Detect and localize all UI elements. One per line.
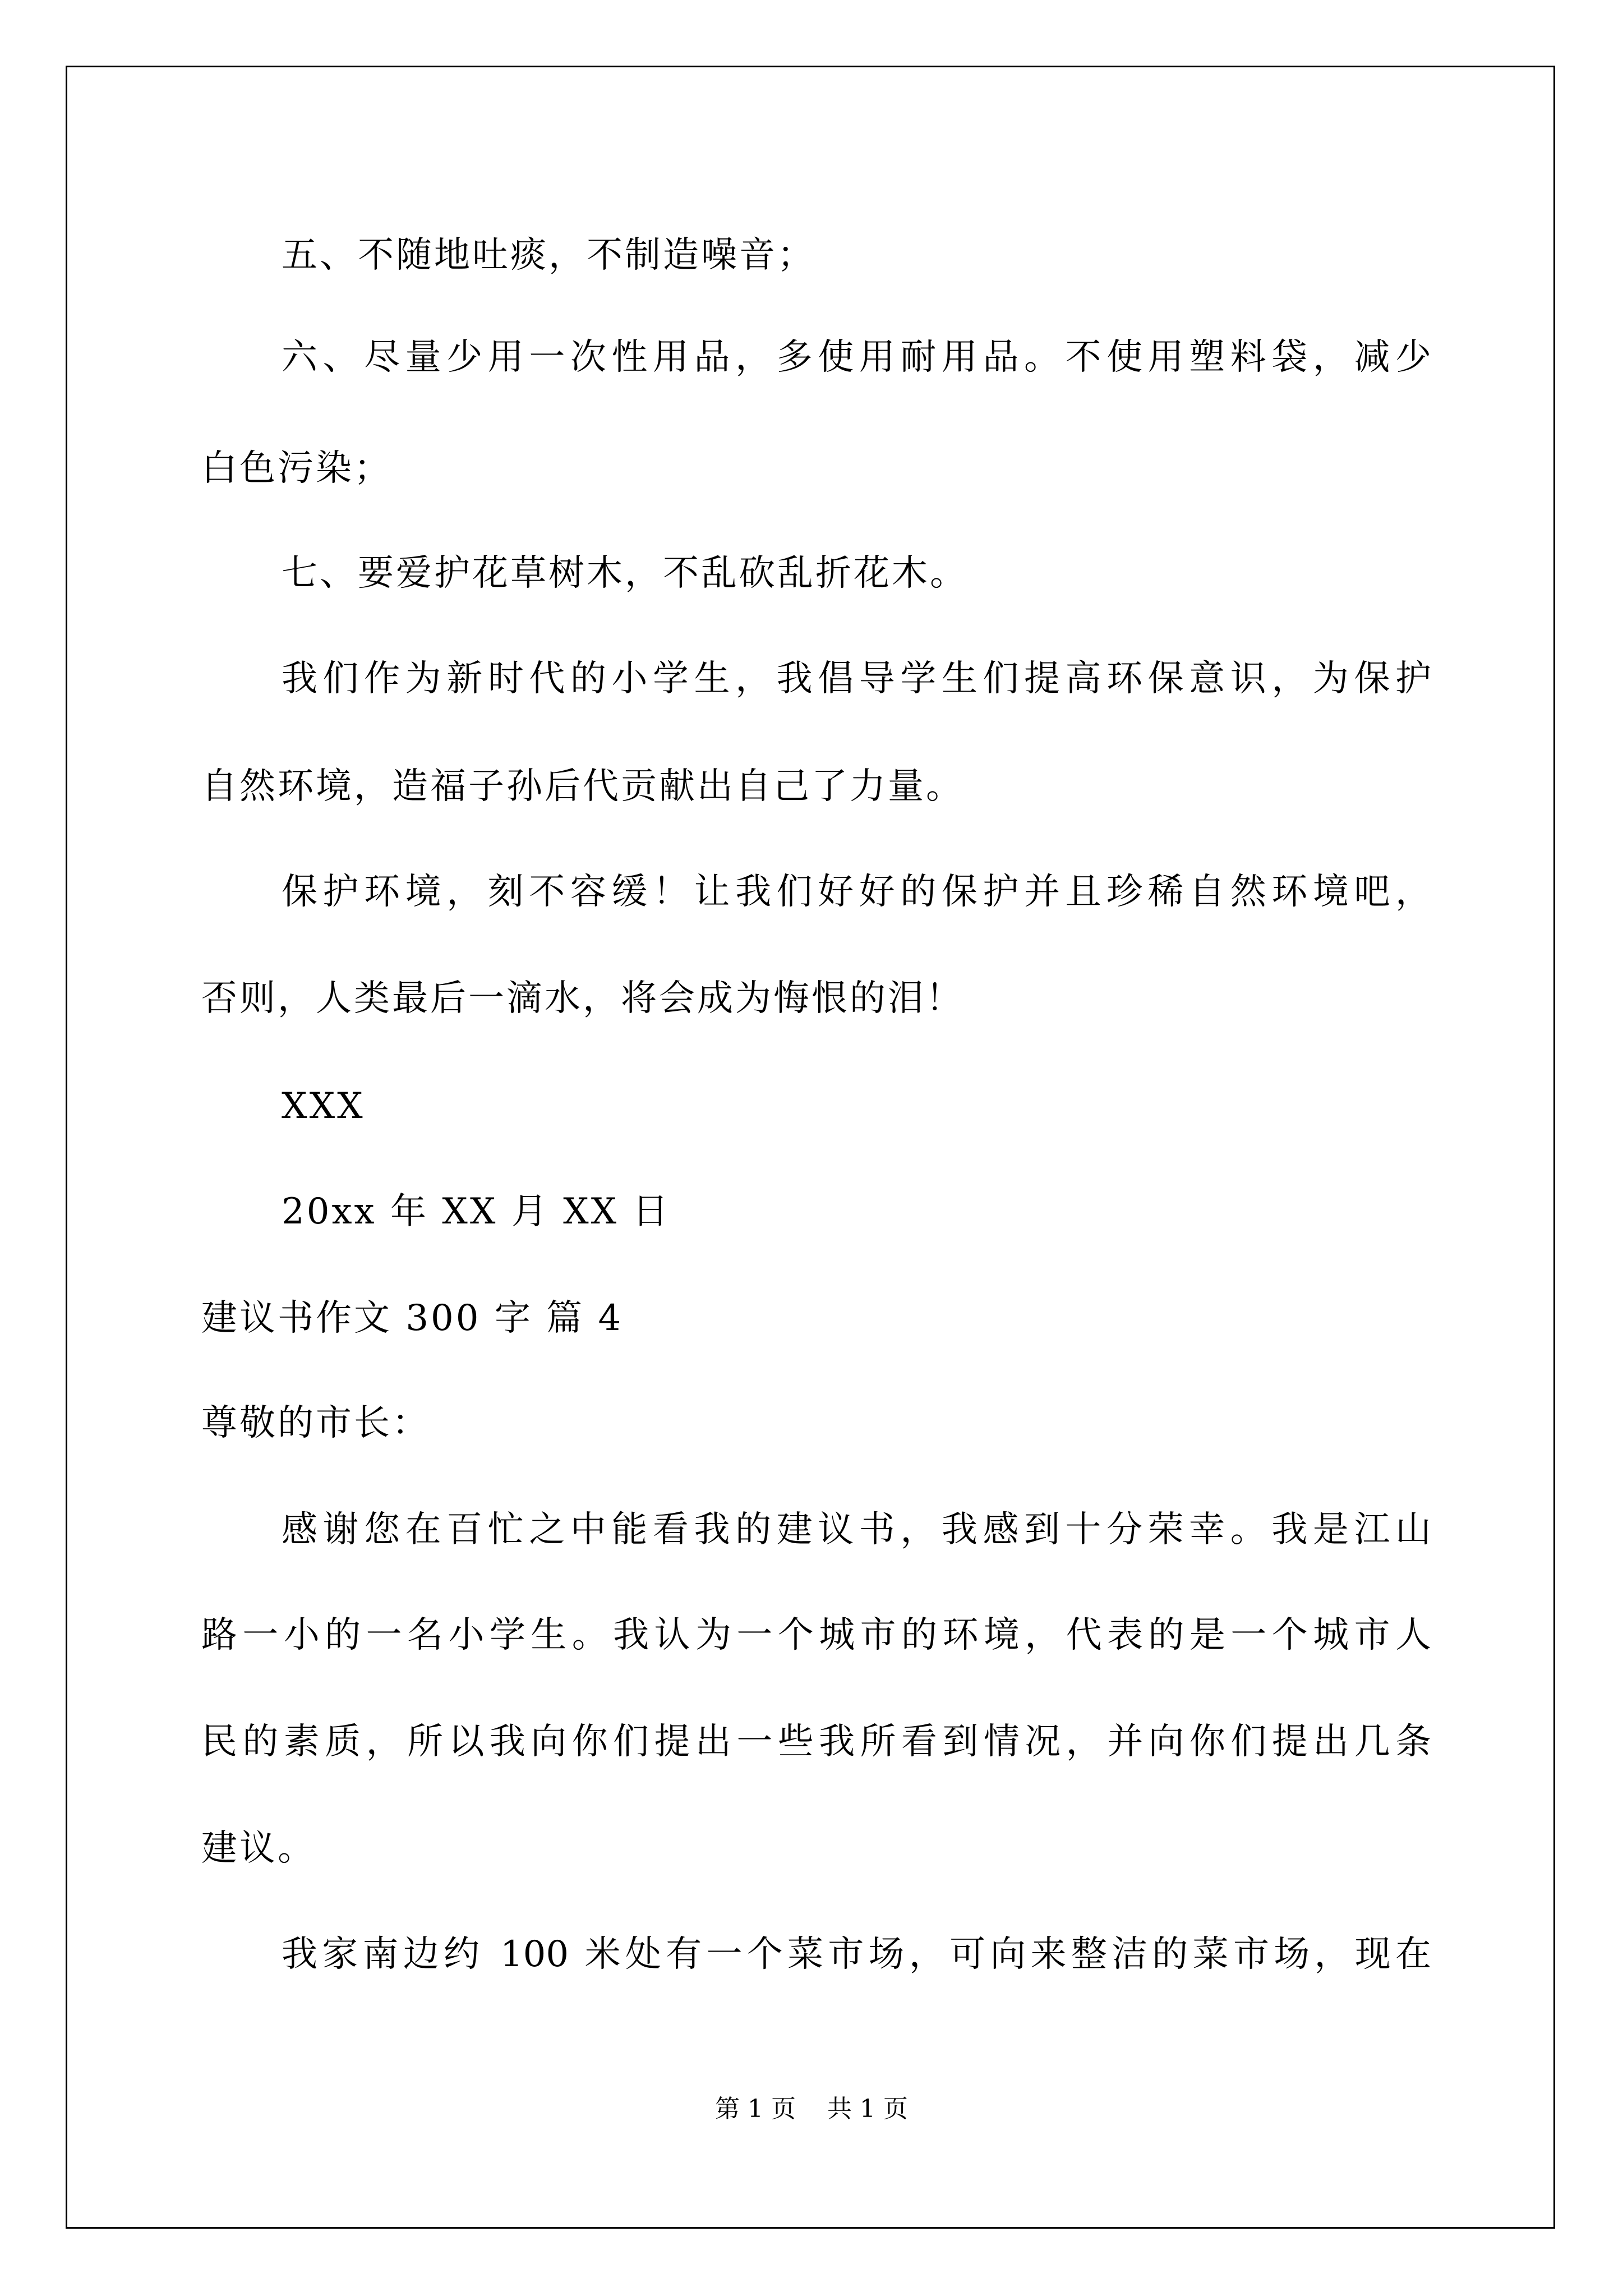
paragraph-line: 民的素质，所以我向你们提出一些我所看到情况，并向你们提出几条 [201,1721,1431,1763]
paragraph-line: 白色污染； [201,448,392,489]
page-footer: 第 1 页 共 1 页 [715,2095,908,2123]
paragraph-line: 自然环境，造福子孙后代贡献出自己了力量。 [201,766,964,807]
paragraph-line: 感谢您在百忙之中能看我的建议书，我感到十分荣幸。我是江山 [282,1509,1431,1550]
paragraph-line: 路一小的一名小学生。我认为一个城市的环境，代表的是一个城市人 [201,1614,1431,1656]
paragraph-line: 我家南边约 100 米处有一个菜市场，可向来整洁的菜市场，现在 [282,1934,1431,1975]
salutation: 尊敬的市长： [201,1402,430,1444]
paragraph-line: 否则，人类最后一滴水，将会成为悔恨的泪！ [201,978,964,1019]
signature: XXX [282,1085,365,1127]
page-border [66,66,1555,2229]
paragraph-line: 建议。 [201,1828,316,1869]
date: 20xx 年 XX 月 XX 日 [282,1191,671,1232]
paragraph-line: 七、要爱护花草树木，不乱砍乱折花木。 [282,553,968,594]
paragraph-line: 六、尽量少用一次性用品，多使用耐用品。不使用塑料袋，减少 [282,337,1431,378]
paragraph-line: 我们作为新时代的小学生，我倡导学生们提高环保意识，为保护 [282,658,1431,700]
paragraph-line: 保护环境，刻不容缓！让我们好好的保护并且珍稀自然环境吧， [282,871,1431,913]
section-heading: 建议书作文 300 字 篇 4 [201,1297,624,1339]
paragraph-line: 五、不随地吐痰，不制造噪音； [282,234,815,276]
